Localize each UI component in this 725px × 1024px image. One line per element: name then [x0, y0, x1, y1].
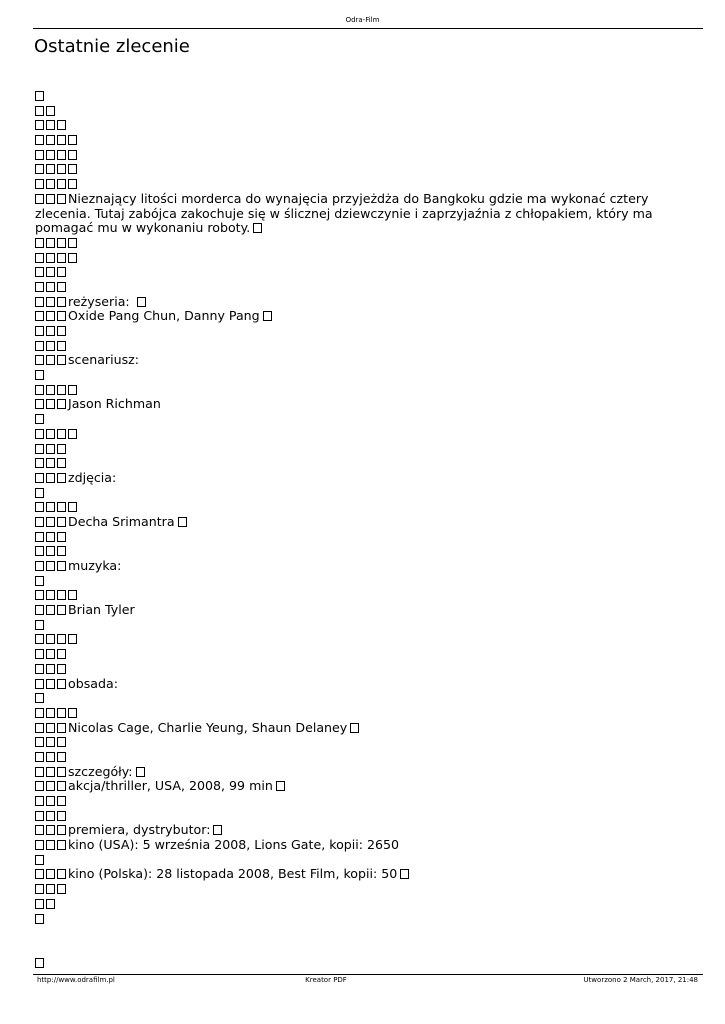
- placeholder-glyph-box: [35, 634, 44, 644]
- placeholder-glyph-box: [350, 723, 359, 733]
- placeholder-glyph-box: [57, 502, 66, 512]
- blank-line: [35, 853, 675, 868]
- placeholder-glyph-box: [35, 840, 44, 850]
- placeholder-glyph-box: [57, 385, 66, 395]
- content-text: kino (USA): 5 września 2008, Lions Gate, kopii: 2650: [68, 837, 400, 853]
- blank-line: [35, 89, 675, 104]
- placeholder-glyph-box: [57, 664, 66, 674]
- blank-line: [35, 691, 675, 706]
- content-line: [35, 192, 675, 236]
- placeholder-glyph-box: [46, 444, 55, 454]
- placeholder-glyph-box: [68, 590, 77, 600]
- placeholder-glyph-box: [46, 326, 55, 336]
- placeholder-glyph-box: [35, 399, 44, 409]
- placeholder-glyph-box: [68, 708, 77, 718]
- placeholder-glyph-box: [35, 297, 44, 307]
- placeholder-glyph-box: [35, 811, 44, 821]
- content-text: kino (Polska): 28 listopada 2008, Best Film, kopii: 50: [68, 866, 398, 882]
- article-body: [35, 89, 675, 926]
- placeholder-glyph-box: [35, 253, 44, 263]
- blank-line: [35, 530, 675, 545]
- blank-line: [35, 236, 675, 251]
- placeholder-glyph-box: [35, 693, 44, 703]
- blank-line: [35, 574, 675, 589]
- placeholder-glyph-box: [46, 649, 55, 659]
- blank-line: [35, 618, 675, 633]
- placeholder-glyph-box: [35, 532, 44, 542]
- placeholder-glyph-box: [57, 444, 66, 454]
- placeholder-glyph-box: [46, 458, 55, 468]
- placeholder-glyph-box: [137, 297, 146, 307]
- placeholder-glyph-box: [46, 811, 55, 821]
- content-text: Oxide Pang Chun, Danny Pang: [68, 308, 260, 324]
- placeholder-glyph-box: [57, 840, 66, 850]
- placeholder-glyph-box: [68, 429, 77, 439]
- content-line: [35, 838, 675, 853]
- placeholder-glyph-box: [35, 576, 44, 586]
- placeholder-glyph-box: [68, 253, 77, 263]
- placeholder-glyph-box: [46, 708, 55, 718]
- content-line: [35, 765, 675, 780]
- content-text: akcja/thriller, USA, 2008, 99 min: [68, 778, 273, 794]
- placeholder-glyph-box: [400, 869, 409, 879]
- placeholder-glyph-box: [35, 649, 44, 659]
- blank-line: [35, 662, 675, 677]
- blank-line: [35, 383, 675, 398]
- blank-line: [35, 912, 675, 927]
- placeholder-glyph-box: [35, 385, 44, 395]
- placeholder-glyph-box: [35, 869, 44, 879]
- content-text: Decha Srimantra: [68, 513, 175, 529]
- blank-line: [35, 882, 675, 897]
- placeholder-glyph-box: [57, 355, 66, 365]
- placeholder-glyph-box: [46, 737, 55, 747]
- placeholder-glyph-box: [57, 194, 66, 204]
- placeholder-glyph-box: [57, 796, 66, 806]
- placeholder-glyph-box: [57, 311, 66, 321]
- placeholder-glyph-box: [57, 811, 66, 821]
- placeholder-glyph-box: [57, 517, 66, 527]
- placeholder-glyph-box: [35, 605, 44, 615]
- placeholder-glyph-box: [35, 458, 44, 468]
- placeholder-glyph-box: [68, 385, 77, 395]
- content-text: muzyka:: [68, 558, 122, 574]
- placeholder-glyph-box: [46, 150, 55, 160]
- placeholder-glyph-box: [35, 502, 44, 512]
- placeholder-glyph-box: [46, 884, 55, 894]
- placeholder-glyph-box: [35, 444, 44, 454]
- placeholder-glyph-box: [46, 767, 55, 777]
- blank-line: [35, 412, 675, 427]
- blank-line: [35, 148, 675, 163]
- placeholder-glyph-box: [57, 649, 66, 659]
- placeholder-glyph-box: [57, 238, 66, 248]
- placeholder-glyph-box: [68, 634, 77, 644]
- placeholder-glyph-box: [136, 767, 145, 777]
- placeholder-glyph-box: [35, 488, 44, 498]
- placeholder-glyph-box: [57, 723, 66, 733]
- placeholder-glyph-box: [57, 605, 66, 615]
- placeholder-glyph-box: [57, 869, 66, 879]
- placeholder-glyph-box: [46, 399, 55, 409]
- placeholder-glyph-box: [57, 884, 66, 894]
- placeholder-glyph-box: [57, 150, 66, 160]
- placeholder-glyph-box: [57, 634, 66, 644]
- placeholder-glyph-box: [68, 164, 77, 174]
- content-text: reżyseria:: [68, 293, 134, 309]
- placeholder-glyph-box: [46, 179, 55, 189]
- content-text: Brian Tyler: [68, 602, 135, 618]
- placeholder-glyph-box: [57, 679, 66, 689]
- blank-line: [35, 324, 675, 339]
- placeholder-glyph-box: [46, 679, 55, 689]
- placeholder-glyph-box: [213, 825, 222, 835]
- placeholder-glyph-box: [46, 238, 55, 248]
- blank-line: [35, 339, 675, 354]
- placeholder-glyph-box: [46, 825, 55, 835]
- placeholder-glyph-box: [57, 282, 66, 292]
- blank-line: [35, 750, 675, 765]
- placeholder-glyph-box: [46, 135, 55, 145]
- placeholder-glyph-box: [35, 855, 44, 865]
- content-text: obsada:: [68, 675, 118, 691]
- content-line: [35, 779, 675, 794]
- placeholder-glyph-box: [253, 223, 262, 233]
- placeholder-glyph-box: [46, 194, 55, 204]
- placeholder-glyph-box: [35, 796, 44, 806]
- blank-line: [35, 544, 675, 559]
- placeholder-glyph-box: [57, 429, 66, 439]
- placeholder-glyph-box: [46, 561, 55, 571]
- content-text: premiera, dystrybutor:: [68, 822, 211, 838]
- placeholder-glyph-box: [46, 106, 55, 116]
- content-text: scenariusz:: [68, 352, 140, 368]
- placeholder-glyph-box: [46, 634, 55, 644]
- placeholder-glyph-box: [46, 297, 55, 307]
- placeholder-glyph-box: [35, 884, 44, 894]
- blank-line: [35, 133, 675, 148]
- placeholder-glyph-box: [46, 282, 55, 292]
- blank-line: [35, 456, 675, 471]
- placeholder-glyph-box: [35, 341, 44, 351]
- placeholder-glyph-box: [35, 150, 44, 160]
- placeholder-glyph-box: [263, 311, 272, 321]
- blank-line: [35, 104, 675, 119]
- content-line: [35, 515, 675, 530]
- content-line: [35, 677, 675, 692]
- placeholder-glyph-box: [46, 267, 55, 277]
- blank-line: [35, 897, 675, 912]
- placeholder-glyph-box: [57, 767, 66, 777]
- placeholder-glyph-box: [46, 899, 55, 909]
- content-text: Nieznający litości morderca do wynajęcia przyjeżdża do Bangkoku gdzie ma wykonać cztery zlecenia. Tutaj zabójca zakochuje się w ślicznej dziewczynie i zaprzyjaźnia z chłopakiem, który ma pomagać mu w wykonaniu roboty.: [35, 190, 653, 236]
- placeholder-glyph-box: [57, 179, 66, 189]
- placeholder-glyph-box: [46, 253, 55, 263]
- placeholder-glyph-box: [46, 164, 55, 174]
- footer-created: Utworzono 2 March, 2017, 21:48: [583, 976, 698, 984]
- placeholder-glyph-box: [57, 164, 66, 174]
- content-text: zdjęcia:: [68, 469, 117, 485]
- placeholder-glyph-box: [46, 385, 55, 395]
- placeholder-glyph-box: [46, 355, 55, 365]
- content-line: [35, 353, 675, 368]
- placeholder-glyph-box: [46, 869, 55, 879]
- placeholder-glyph-box: [57, 473, 66, 483]
- placeholder-glyph-box: [35, 106, 44, 116]
- page-title: Ostatnie zlecenie: [34, 36, 190, 57]
- content-text: Nicolas Cage, Charlie Yeung, Shaun Delaney: [68, 719, 348, 735]
- placeholder-glyph-box: [57, 458, 66, 468]
- placeholder-glyph-box: [57, 737, 66, 747]
- placeholder-glyph-box: [57, 399, 66, 409]
- footer-generator: Kreator PDF: [305, 976, 347, 984]
- placeholder-glyph-box: [68, 150, 77, 160]
- placeholder-glyph-box: [46, 311, 55, 321]
- placeholder-glyph-box: [35, 311, 44, 321]
- placeholder-glyph-box: [57, 752, 66, 762]
- placeholder-glyph-box: [46, 796, 55, 806]
- placeholder-glyph-box: [46, 590, 55, 600]
- blank-line: [35, 280, 675, 295]
- placeholder-glyph-box: [35, 164, 44, 174]
- content-line: [35, 309, 675, 324]
- placeholder-glyph-box: [46, 120, 55, 130]
- placeholder-glyph-box: [35, 179, 44, 189]
- placeholder-glyph-box: [46, 473, 55, 483]
- blank-line: [35, 486, 675, 501]
- placeholder-glyph-box: [57, 590, 66, 600]
- placeholder-glyph-box: [35, 958, 44, 968]
- placeholder-glyph-box: [35, 473, 44, 483]
- placeholder-glyph-box: [35, 91, 44, 101]
- content-line: [35, 559, 675, 574]
- placeholder-glyph-box: [178, 517, 187, 527]
- placeholder-glyph-box: [46, 546, 55, 556]
- placeholder-glyph-box: [46, 502, 55, 512]
- placeholder-glyph-box: [35, 546, 44, 556]
- placeholder-glyph-box: [46, 781, 55, 791]
- placeholder-glyph-box: [35, 590, 44, 600]
- placeholder-glyph-box: [46, 723, 55, 733]
- blank-line: [35, 265, 675, 280]
- blank-line: [35, 177, 675, 192]
- placeholder-glyph-box: [35, 370, 44, 380]
- placeholder-glyph-box: [68, 238, 77, 248]
- blank-line: [35, 427, 675, 442]
- placeholder-glyph-box: [46, 664, 55, 674]
- placeholder-glyph-box: [57, 825, 66, 835]
- placeholder-glyph-box: [35, 120, 44, 130]
- placeholder-glyph-box: [57, 297, 66, 307]
- placeholder-glyph-box: [57, 561, 66, 571]
- placeholder-glyph-box: [35, 355, 44, 365]
- placeholder-glyph-box: [46, 429, 55, 439]
- content-line: [35, 867, 675, 882]
- blank-line: [35, 809, 675, 824]
- placeholder-glyph-box: [57, 781, 66, 791]
- placeholder-glyph-box: [35, 679, 44, 689]
- placeholder-glyph-box: [57, 120, 66, 130]
- placeholder-glyph-box: [35, 767, 44, 777]
- placeholder-glyph-box: [35, 326, 44, 336]
- placeholder-glyph-box: [57, 326, 66, 336]
- placeholder-glyph-box: [35, 620, 44, 630]
- blank-line: [35, 647, 675, 662]
- footer-divider: [33, 974, 703, 975]
- content-line: [35, 471, 675, 486]
- blank-line: [35, 794, 675, 809]
- placeholder-glyph-box: [57, 253, 66, 263]
- placeholder-glyph-box: [35, 781, 44, 791]
- blank-line: [35, 706, 675, 721]
- blank-line: [35, 442, 675, 457]
- content-line: [35, 397, 675, 412]
- placeholder-glyph-box: [57, 267, 66, 277]
- content-line: [35, 295, 675, 310]
- placeholder-glyph-box: [35, 429, 44, 439]
- content-text: Jason Richman: [68, 396, 161, 412]
- header-divider: [33, 28, 703, 29]
- placeholder-glyph-box: [46, 341, 55, 351]
- placeholder-glyph-box: [68, 502, 77, 512]
- placeholder-glyph-box: [57, 708, 66, 718]
- placeholder-glyph-box: [35, 282, 44, 292]
- placeholder-glyph-box: [35, 825, 44, 835]
- footer-url: http://www.odrafilm.pl: [37, 976, 115, 984]
- placeholder-glyph-box: [35, 752, 44, 762]
- placeholder-glyph-box: [35, 737, 44, 747]
- blank-line: [35, 162, 675, 177]
- blank-line: [35, 368, 675, 383]
- placeholder-glyph-box: [68, 135, 77, 145]
- placeholder-glyph-box: [35, 238, 44, 248]
- placeholder-glyph-box: [35, 664, 44, 674]
- placeholder-glyph-box: [46, 532, 55, 542]
- blank-line: [35, 735, 675, 750]
- placeholder-glyph-box: [46, 605, 55, 615]
- content-line: [35, 603, 675, 618]
- blank-line: [35, 118, 675, 133]
- content-line: [35, 823, 675, 838]
- placeholder-glyph-box: [35, 517, 44, 527]
- placeholder-glyph-box: [57, 532, 66, 542]
- placeholder-glyph-box: [46, 517, 55, 527]
- placeholder-glyph-box: [46, 840, 55, 850]
- placeholder-glyph-box: [68, 179, 77, 189]
- placeholder-glyph-box: [35, 899, 44, 909]
- placeholder-glyph-box: [35, 708, 44, 718]
- blank-line: [35, 632, 675, 647]
- placeholder-glyph-box: [57, 135, 66, 145]
- placeholder-glyph-box: [46, 752, 55, 762]
- placeholder-glyph-box: [35, 194, 44, 204]
- blank-line: [35, 251, 675, 266]
- page-header-site-name: Odra-Film: [345, 16, 380, 24]
- placeholder-glyph-box: [57, 546, 66, 556]
- placeholder-glyph-box: [35, 723, 44, 733]
- content-line: [35, 721, 675, 736]
- content-text: szczegóły:: [68, 763, 133, 779]
- placeholder-glyph-box: [35, 414, 44, 424]
- blank-line: [35, 588, 675, 603]
- blank-line: [35, 500, 675, 515]
- placeholder-glyph-box: [276, 781, 285, 791]
- placeholder-glyph-box: [35, 135, 44, 145]
- placeholder-glyph-box: [35, 914, 44, 924]
- placeholder-glyph-box: [35, 267, 44, 277]
- placeholder-glyph-box: [57, 341, 66, 351]
- placeholder-glyph-box: [35, 561, 44, 571]
